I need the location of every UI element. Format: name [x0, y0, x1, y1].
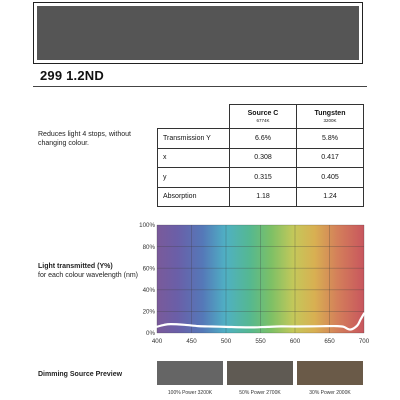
filter-swatch	[37, 6, 359, 60]
cell-value: 1.24	[297, 187, 364, 207]
dimming-caption: 100% Power 3200K	[167, 390, 213, 396]
cell-value: 0.417	[297, 148, 364, 168]
cell-value: 5.8%	[297, 129, 364, 149]
table-corner	[158, 105, 230, 129]
table-row	[158, 168, 364, 188]
x-tick-label: 600	[289, 338, 301, 345]
y-tick-label: 60%	[142, 265, 155, 273]
dimming-caption: 30% Power 2000K	[309, 390, 351, 396]
row-label: x	[158, 148, 230, 168]
x-tick-label: 700	[358, 338, 370, 345]
dimming-swatch-100	[157, 361, 223, 385]
y-tick-label: 80%	[142, 243, 155, 251]
filter-code-title: 299 1.2ND	[40, 68, 104, 83]
y-tick-label: 0%	[146, 330, 155, 338]
dimming-swatch-30	[297, 361, 363, 385]
column-temperature: 6774K	[256, 118, 270, 123]
x-tick-label: 550	[255, 338, 266, 345]
x-tick-label: 650	[324, 338, 335, 345]
cell-value: 6.6%	[230, 129, 297, 149]
x-axis-ticks	[152, 338, 370, 345]
column-header-source-c	[230, 105, 297, 129]
row-label: Transmission Y	[158, 129, 230, 149]
table-row	[158, 148, 364, 168]
y-tick-label: 20%	[142, 308, 155, 316]
chart-description-title: Light transmitted (Y%)	[38, 263, 113, 270]
dimming-caption: 50% Power 2700K	[239, 390, 281, 396]
transmission-chart	[130, 220, 370, 350]
dimming-swatch-50	[227, 361, 293, 385]
column-temperature: 3200K	[323, 118, 337, 123]
title-divider	[33, 86, 367, 87]
chart-description	[38, 263, 138, 280]
dimming-title: Dimming Source Preview	[38, 371, 123, 378]
y-tick-label: 40%	[142, 287, 155, 294]
cell-value: 0.315	[230, 168, 297, 188]
y-axis-ticks	[139, 222, 155, 337]
transmission-table	[157, 104, 364, 207]
row-label: y	[158, 168, 230, 188]
cell-value: 0.405	[297, 168, 364, 188]
dimming-preview	[157, 361, 363, 397]
x-tick-label: 400	[151, 338, 163, 345]
x-tick-label: 450	[186, 338, 197, 345]
chart-description-text: for each colour wavelength (nm)	[38, 271, 138, 279]
table-row	[158, 187, 364, 207]
x-tick-label: 500	[220, 338, 232, 345]
row-label: Absorption	[158, 187, 230, 207]
cell-value: 1.18	[230, 187, 297, 207]
column-name: Source C	[247, 110, 279, 117]
table-header-row	[158, 105, 364, 129]
filter-description: Reduces light 4 stops, without changing colour.	[38, 131, 131, 147]
y-tick-label: 100%	[139, 222, 155, 230]
column-name: Tungsten	[314, 110, 346, 117]
table-row	[158, 129, 364, 149]
column-header-tungsten	[297, 105, 364, 129]
filter-swatch-frame	[33, 2, 363, 64]
cell-value: 0.308	[230, 148, 297, 168]
